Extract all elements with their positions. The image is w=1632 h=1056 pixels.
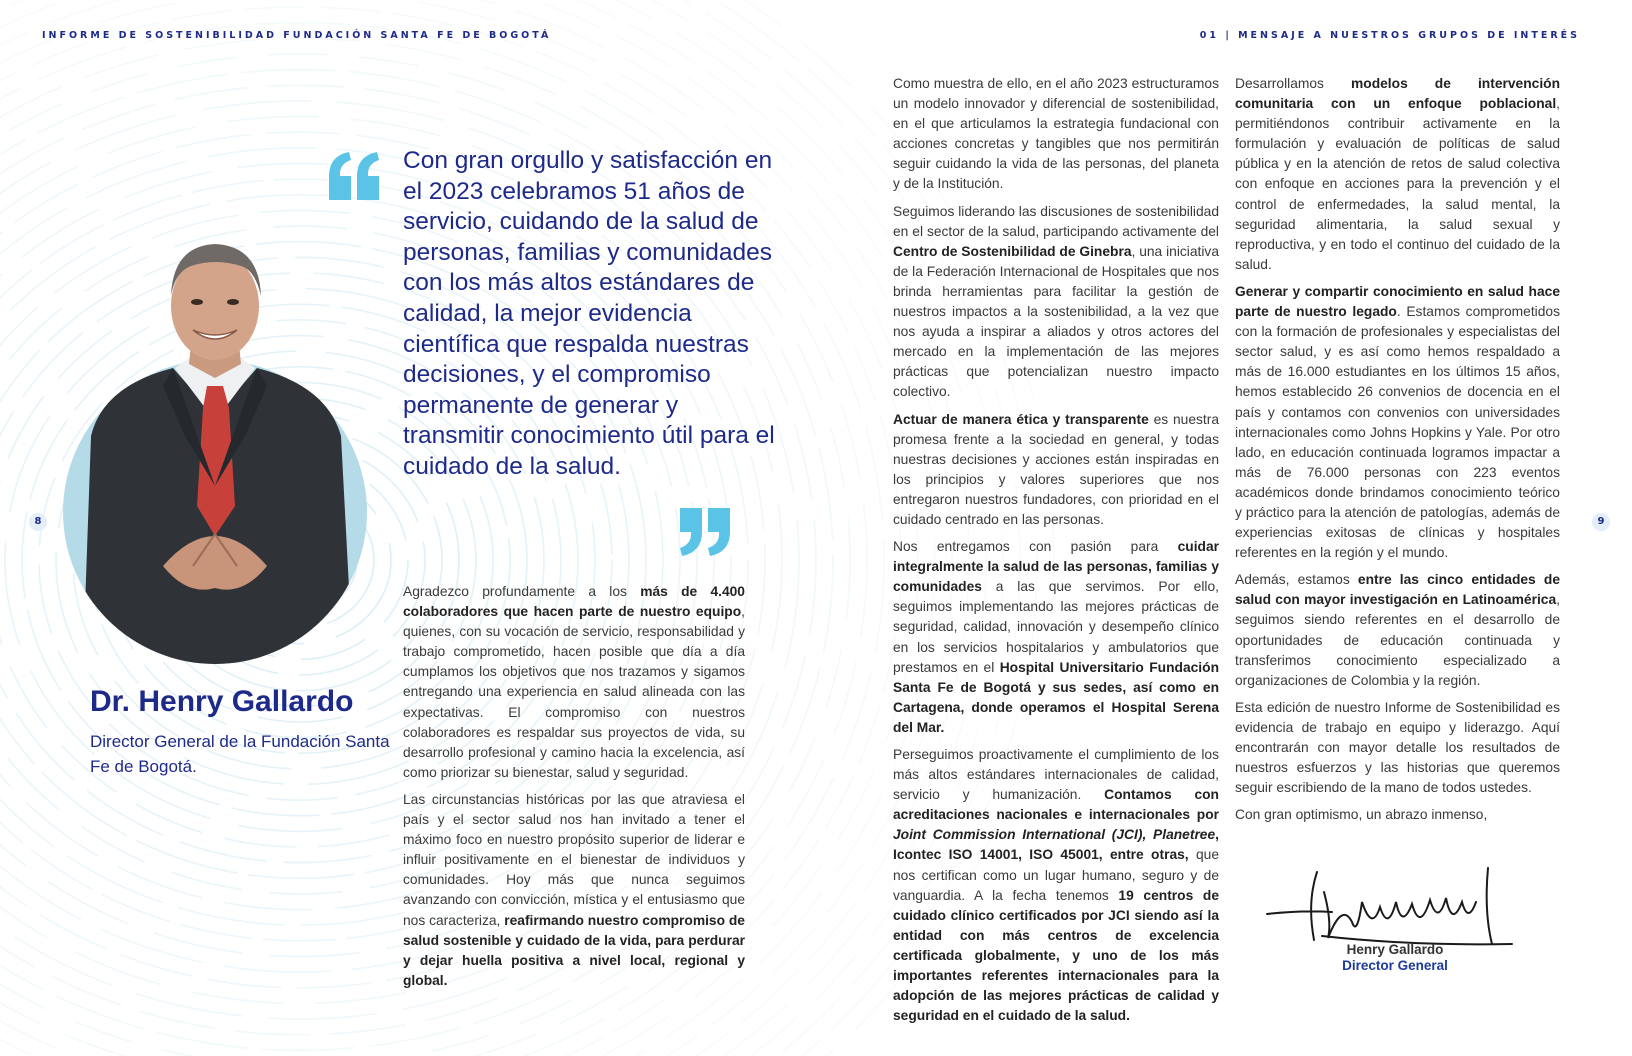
text-run: Hospital Universitario Fundación Santa Fe de Bogotá y sus sedes, así como en Cartagena, donde operamos el Hospital Serena del Mar.	[893, 659, 1219, 735]
page-number-left: 8	[29, 513, 47, 531]
text-run: entre las cinco entidades de salud con mayor investigación en Latinoamérica	[1235, 572, 1560, 608]
text-column-1	[403, 582, 745, 998]
director-name: Dr. Henry Gallardo	[90, 685, 354, 718]
text-run: modelos de intervención comunitaria con un enfoque poblacional	[1235, 76, 1561, 112]
quote-close-icon	[676, 506, 732, 558]
director-portrait	[63, 236, 367, 664]
report-title-header: INFORME DE SOSTENIBILIDAD FUNDACIÓN SANTA FE DE BOGOTÁ	[42, 30, 552, 41]
paragraph: Las circunstancias históricas por las que atraviesa el país y el sector salud nos han invitado a tener el máximo foco en nuestro propósito superior de liderar e influir positivamente en el bienestar de individuos y comunidades. Hoy más que nunca seguimos avanzando con convicción, mística y el entusiasmo que nos caracteriza, reafirmando nuestro compromiso de salud sostenible y cuidado de la vida, para perdurar y dejar huella positiva a nivel local, regional y global.	[403, 791, 745, 988]
quote-open-icon	[327, 150, 383, 202]
text-run: reafirmando nuestro compromiso de salud sostenible y cuidado de la vida, para perdurar y dejar huella positiva a nivel local, regional y global.	[403, 912, 745, 988]
paragraph: Perseguimos proactivamente el cumplimiento de los más altos estándares internacionales de calidad, servicio y humanización. Contamos con acreditaciones nacionales e internacionales por Joint Commission International (JCI), Planetree, Icontec ISO 14001, ISO 45001, entre otras, que nos certifican como un lugar humano, seguro y de vanguardia. A la fecha tenemos 19 centros de cuidado clínico certificados por JCI siendo así la entidad con más centros de excelencia certificada globalmente, y uno de los más importantes referentes internacionales para la adopción de las mejores prácticas de calidad y seguridad en el cuidado de la salud.	[893, 747, 1219, 1024]
paragraph: Como muestra de ello, en el año 2023 estructuramos un modelo innovador y diferencial de sostenibilidad, en el que articulamos la estrategia fundacional con acciones concretas y tangibles que nos permitirán seguir cuidando la vida de las personas, del planeta y de la Institución.	[893, 76, 1219, 192]
text-run: Actuar de manera ética y transparente	[893, 411, 1149, 427]
text-run: Generar y compartir conocimiento en salud hace parte de nuestro legado	[1235, 283, 1560, 320]
paragraph: Agradezco profundamente a los más de 4.400 colaboradores que hacen parte de nuestro equipo, quienes, con su vocación de servicio, responsabilidad y trabajo comprometido, hacen posible que día a día cumplamos los objetivos que nos trazamos y sigamos entregando una experiencia en salud alineada con las expectativas. El compromiso con nuestros colaboradores es respaldar sus proyectos de vida, su desarrollo profesional y camino hacia la excelencia, así como priorizar su bienestar, salud y seguridad.	[403, 584, 745, 780]
paragraph: Nos entregamos con pasión para cuidar integralmente la salud de las personas, familias y comunidades a las que servimos. Por ello, seguimos implementando las mejores prácticas de seguridad, calidad, innovación y desempeño clínico en los servicios hospitalarios y ambulatorios que prestamos en el Hospital Universitario Fundación Santa Fe de Bogotá y sus sedes, así como en Cartagena, donde operamos el Hospital Serena del Mar.	[893, 539, 1219, 735]
director-role: Director General de la Fundación Santa Fe de Bogotá.	[90, 732, 390, 776]
handwritten-signature	[1262, 862, 1522, 952]
paragraph: Actuar de manera ética y transparente es nuestra promesa frente a la sociedad en general, y todas nuestras decisiones y acciones están inspiradas en los principios y valores superiores que nos entregaron nuestros fundadores, con prioridad en el cuidado centrado en las personas.	[893, 411, 1220, 527]
page-number-right: 9	[1592, 513, 1610, 531]
paragraph: Además, estamos entre las cinco entidades de salud con mayor investigación en Latinoamérica, seguimos siendo referentes en el desarrollo de oportunidades de educación continuada y transferimos conocimiento especializado a organizaciones de Colombia y la región.	[1235, 572, 1560, 688]
text-run: más de 4.400 colaboradores que hacen parte de nuestro equipo	[403, 584, 745, 620]
text-run: 19 centros de cuidado clínico certificados por JCI siendo así la entidad con más centros de excelencia certificada globalmente, y uno de los más importantes referentes internacionales para la adopción de las mejores prácticas de calidad y seguridad en el cuidado de la salud.	[893, 887, 1219, 1024]
text-run: Centro de Sostenibilidad de Ginebra	[893, 243, 1132, 259]
text-run: Joint Commission International (JCI), Planetree	[893, 827, 1216, 843]
signer-name: Henry Gallardo	[1346, 942, 1444, 957]
text-run: cuidar integralmente la salud de las personas, familias y comunidades	[893, 539, 1219, 595]
text-column-3	[1235, 74, 1560, 832]
paragraph: Seguimos liderando las discusiones de sostenibilidad en el sector de la salud, participando activamente del Centro de Sostenibilidad de Ginebra, una iniciativa de la Federación Internacional de Hospitales que nos brinda herramientas para facilitar la gestión de nuestros impactos a la sostenibilidad, a la vez que nos ayuda a inspirar a aliados y otros actores del mercado en la implementación de las mejores prácticas que potencializan nuestro impacto colectivo.	[893, 203, 1219, 400]
paragraph: Con gran optimismo, un abrazo inmenso,	[1235, 807, 1488, 823]
paragraph: Generar y compartir conocimiento en salud hace parte de nuestro legado. Estamos comprometidos con la formación de profesionales y especialistas del sector salud, y es así como hemos respaldado a más de 16.000 estudiantes en los últimos 15 años, hemos establecido 26 convenios de docencia en el país y contamos con convenios con universidades internacionales como Johns Hopkins y Yale. Por otro lado, en educación continuada logramos impactar a más de 76.000 personas con 223 eventos académicos donde brindamos conocimiento teórico y práctico para la atención de patologías, además de experiencias exitosas de clínicas y hospitales referentes en la región y el mundo.	[1235, 283, 1560, 561]
text-column-2	[893, 74, 1219, 1033]
paragraph: Esta edición de nuestro Informe de Sostenibilidad es evidencia de trabajo en equipo y liderazgo. Aquí encontrarán con mayor detalle los resultados de nuestros esfuerzos y las historias que queremos seguir escribiendo de la mano de todos ustedes.	[1235, 699, 1560, 796]
paragraph: Desarrollamos modelos de intervención comunitaria con un enfoque poblacional, permitiéndonos contribuir activamente en la formulación y evaluación de políticas de salud pública y en la atención de retos de salud colectiva con enfoque en acciones para la prevención y el control de enfermedades, la salud mental, la seguridad alimentaria, la salud sexual y reproductiva, y en todo el continuo del cuidado de la salud.	[1235, 76, 1561, 272]
signer-role: Director General	[1342, 958, 1448, 973]
text-run: , Icontec ISO 14001, ISO 45001, entre otras,	[893, 827, 1219, 863]
section-header: 01 | MENSAJE A NUESTROS GRUPOS DE INTERÉS	[1199, 30, 1580, 41]
text-run: Contamos con acreditaciones nacionales e internacionales por	[893, 787, 1219, 823]
pull-quote: Con gran orgullo y satisfacción en el 2023 celebramos 51 años de servicio, cuidando de la salud de personas, familias y comunidades con los más altos estándares de calidad, la mejor evidencia científica que respalda nuestras decisiones, y el compromiso permanente de generar y transmitir conocimiento útil para el cuidado de la salud.	[403, 147, 775, 480]
